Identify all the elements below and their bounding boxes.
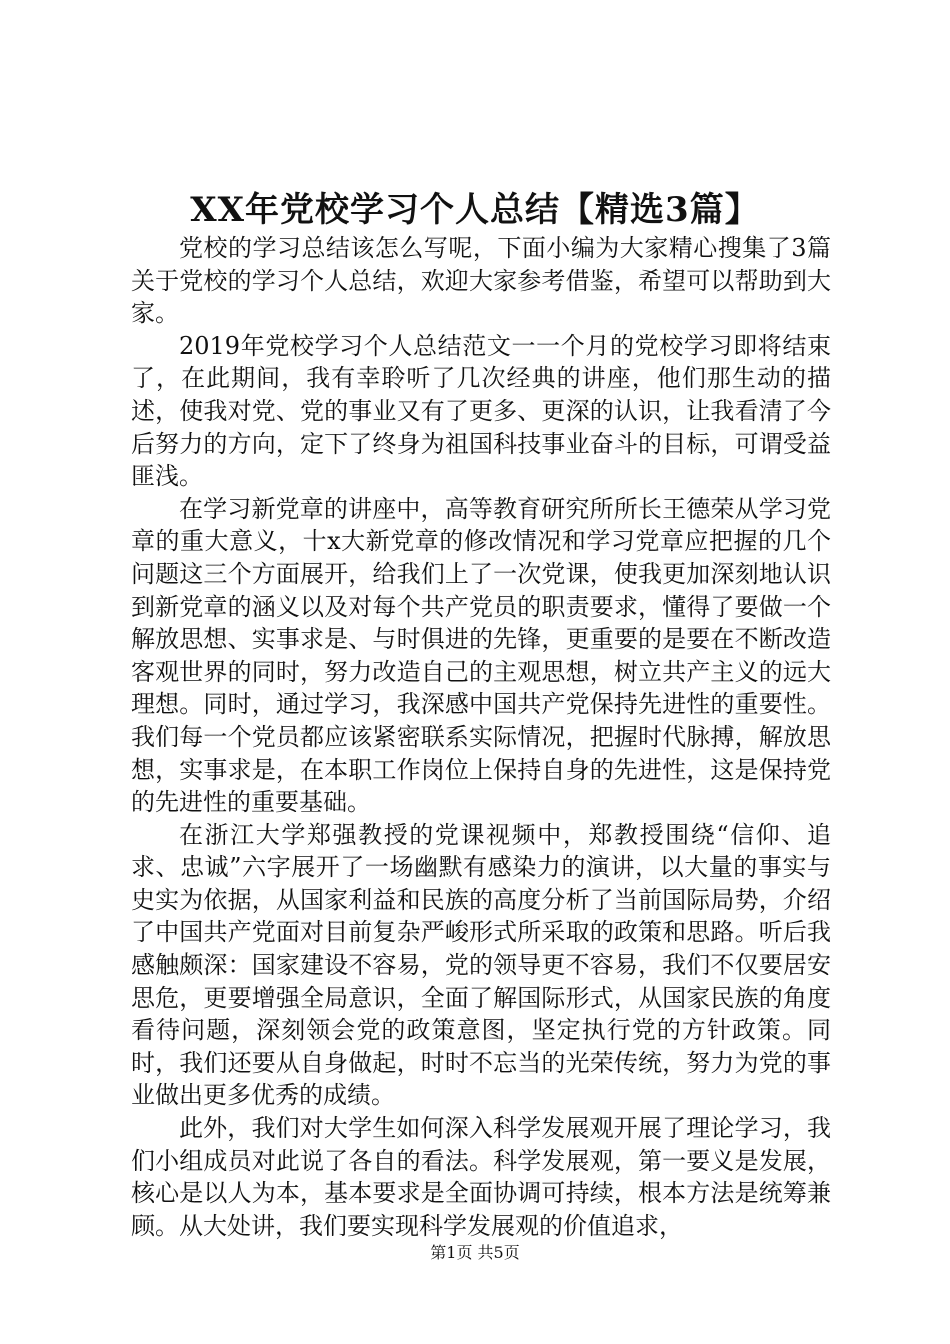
paragraph-intro: 党校的学习总结该怎么写呢，下面小编为大家精心搜集了3篇关于党校的学习个人总结，欢迎大家参考借鉴，希望可以帮助到大家。 <box>131 234 831 328</box>
paragraph-zheng-qiang-lecture: 在浙江大学郑强教授的党课视频中，郑教授围绕“信仰、追求、忠诚”六字展开了一场幽默有感染力的演讲，以大量的事实与史实为依据，从国家利益和民族的高度分析了当前国际局势，介绍了中国共产党面对目前复杂严峻形式所采取的政策和思路。听后我感触颇深：国家建设不容易，党的领导更不容易，我们不仅要居安思危，更要增强全局意识，全面了解国际形式，从国家民族的角度看待问题，深刻领会党的政策意图，坚定执行党的方针政策。同时，我们还要从自身做起，时时不忘当的光荣传统，努力为党的事业做出更多优秀的成绩。 <box>131 820 831 1110</box>
page-footer: 第1页 共5页 <box>430 1243 520 1262</box>
document-title: XX年党校学习个人总结【精选3篇】 <box>190 190 760 230</box>
paragraph-party-constitution: 在学习新党章的讲座中，高等教育研究所所长王德荣从学习党章的重大意义，十x大新党章的修改情况和学习党章应把握的几个问题这三个方面展开，给我们上了一次党课，使我更加深刻地认识到新党章的涵义以及对每个共产党员的职责要求，懂得了要做一个解放思想、实事求是、与时俱进的先锋，更重要的是要在不断改造客观世界的同时，努力改造自己的主观思想，树立共产主义的远大理想。同时，通过学习，我深感中国共产党保持先进性的重要性。我们每一个党员都应该紧密联系实际情况，把握时代脉搏，解放思想，实事求是，在本职工作岗位上保持自身的先进性，这是保持党的先进性的重要基础。 <box>131 494 831 817</box>
paragraph-sample-one: 2019年党校学习个人总结范文一一个月的党校学习即将结束了，在此期间，我有幸聆听了几次经典的讲座，他们那生动的描述，使我对党、党的事业又有了更多、更深的认识，让我看清了今后努力的方向，定下了终身为祖国科技事业奋斗的目标，可谓受益匪浅。 <box>131 331 831 491</box>
paragraph-scientific-development: 此外，我们对大学生如何深入科学发展观开展了理论学习，我们小组成员对此说了各自的看法。科学发展观，第一要义是发展，核心是以人为本，基本要求是全面协调可持续，根本方法是统筹兼顾。从大处讲，我们要实现科学发展观的价值追求， <box>131 1114 831 1240</box>
document-body <box>131 232 831 1242</box>
